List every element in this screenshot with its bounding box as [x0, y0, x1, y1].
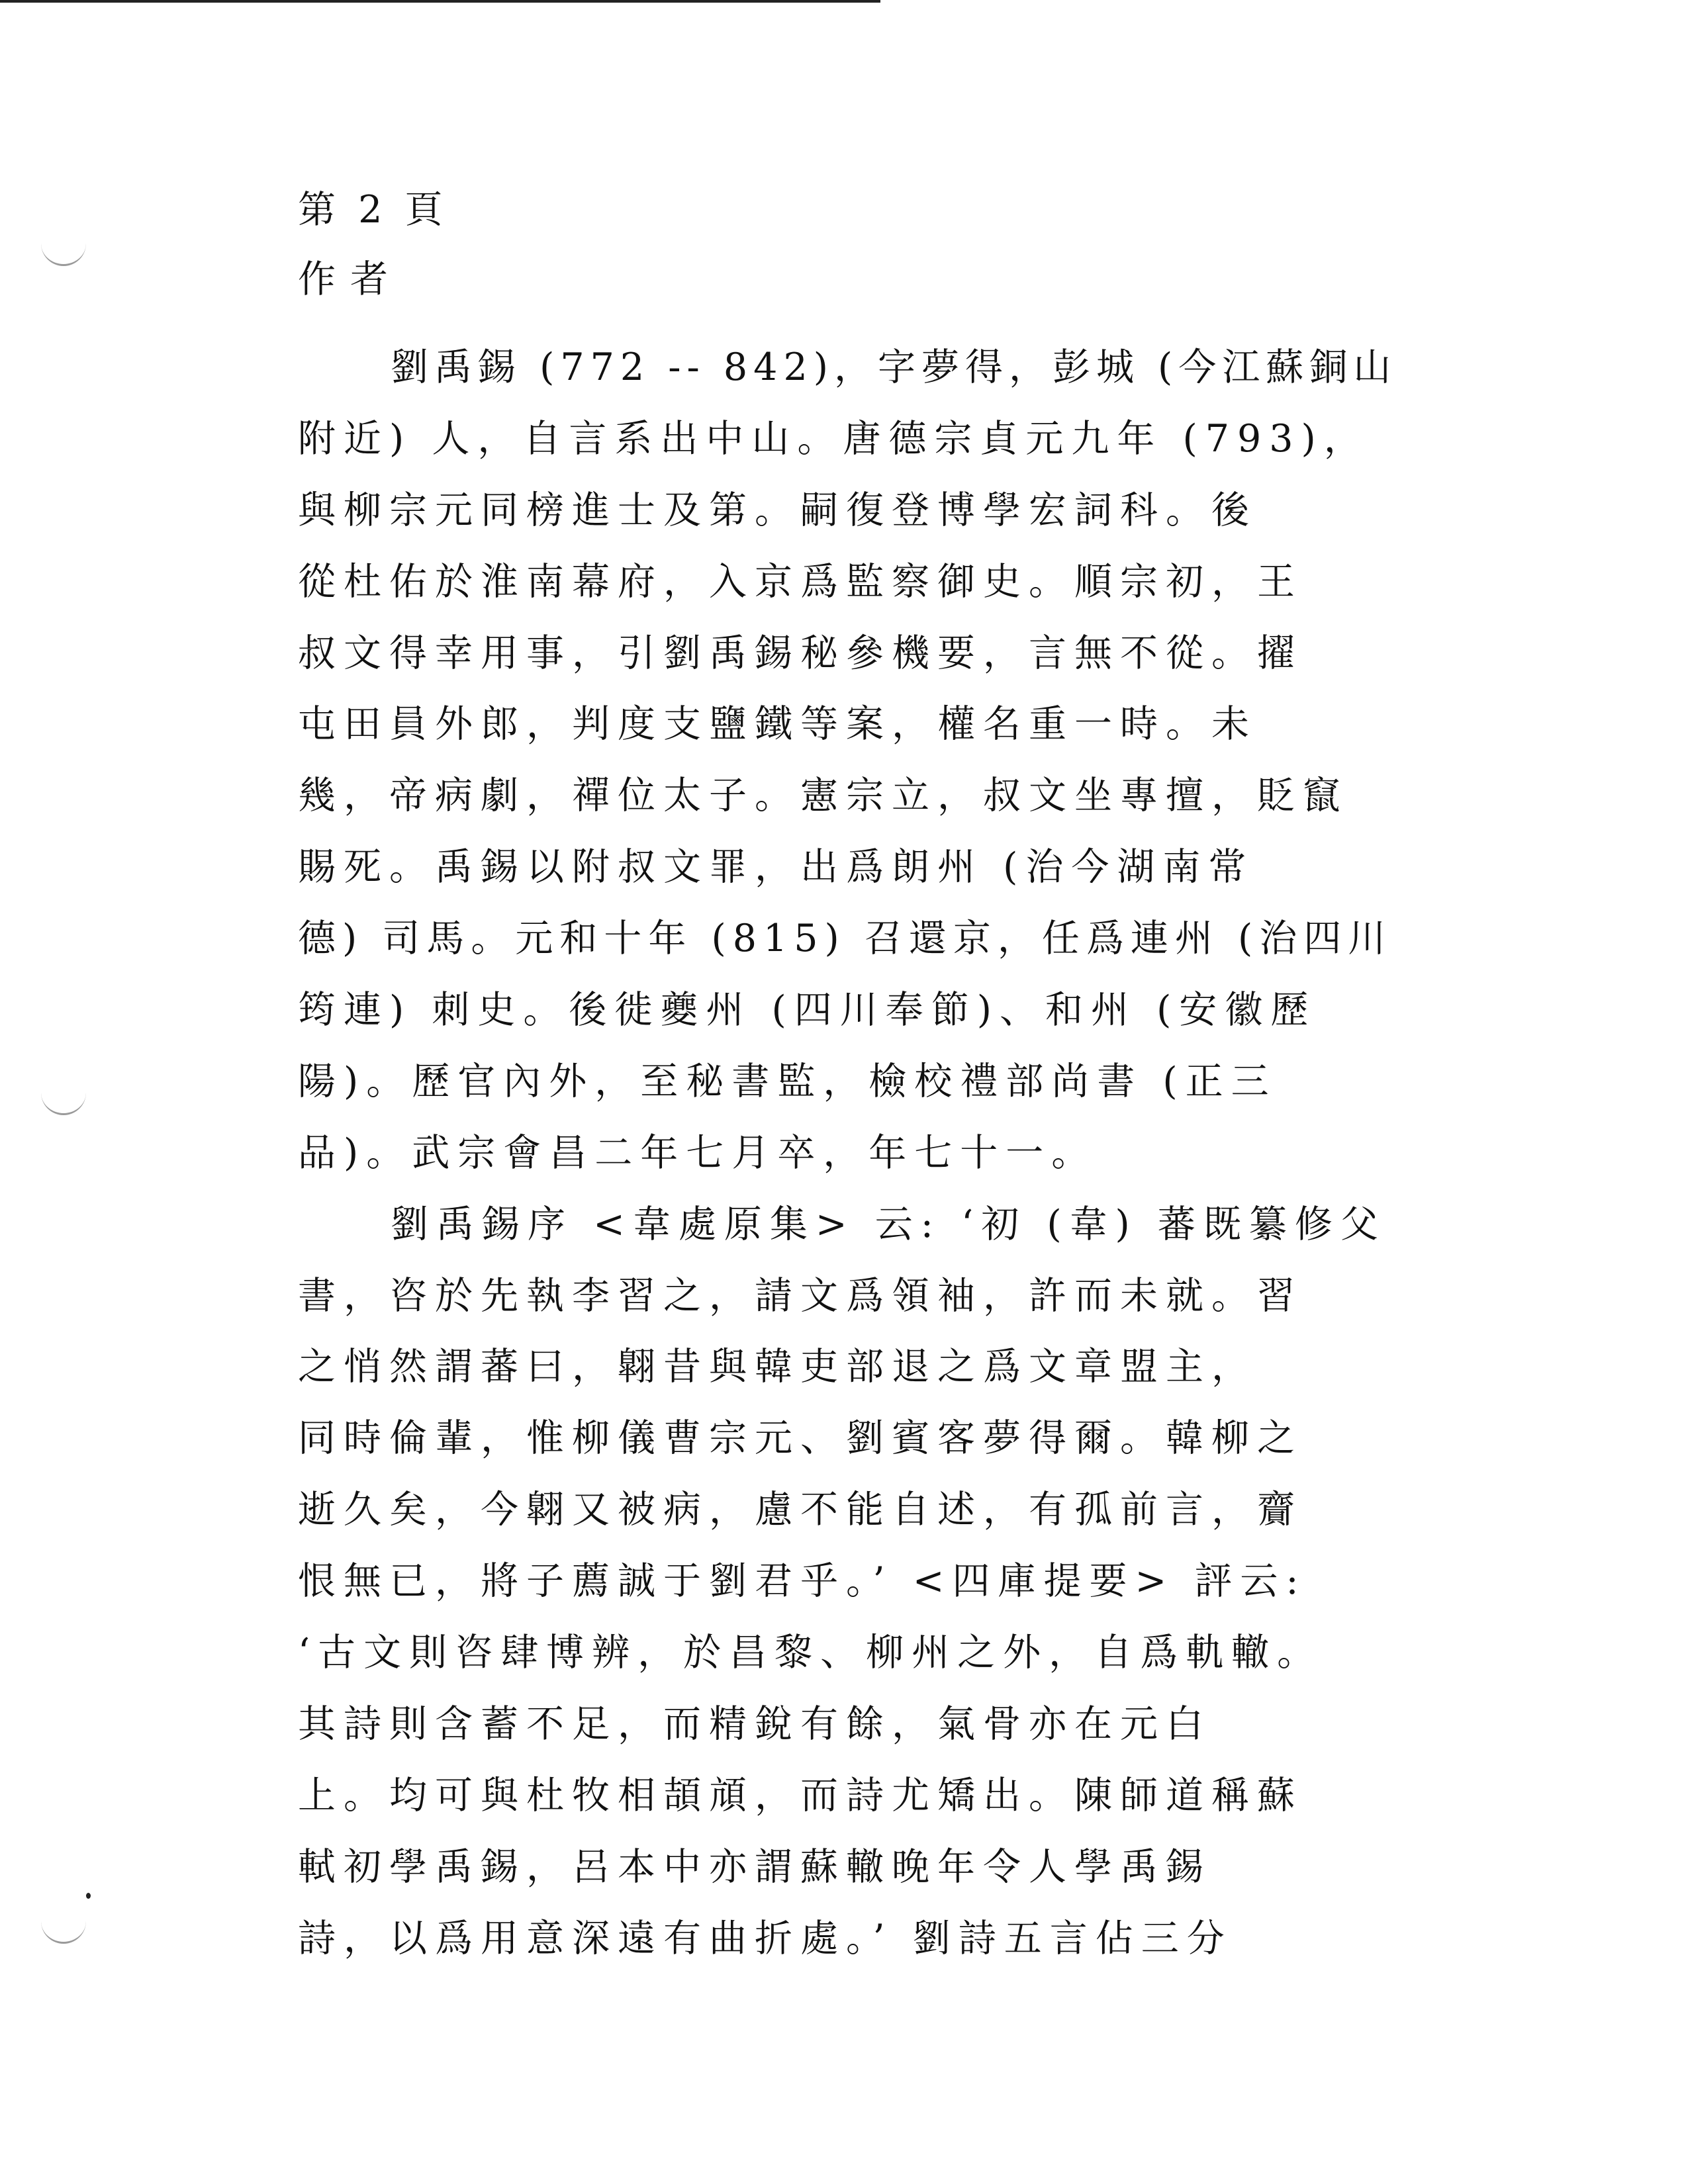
- binder-hole-mark: [41, 1091, 86, 1115]
- text-line: 劉禹錫序 <韋處原集> 云: ‘初 (韋) 蕃既纂修父: [391, 1202, 1386, 1246]
- text-line: 品)。武宗會昌二年七月卒，年七十一。: [298, 1130, 1098, 1175]
- text-line: ‘古文則咨肆博辨，於昌黎、柳州之外，自爲軌轍。: [298, 1631, 1323, 1675]
- text-line: 從杜佑於淮南幕府，入京爲監察御史。順宗初，王: [298, 559, 1303, 604]
- text-line: 與柳宗元同榜進士及第。嗣復登博學宏詞科。後: [298, 488, 1257, 532]
- text-line: 陽)。歷官內外，至秘書監，檢校禮部尚書 (正三: [298, 1059, 1277, 1103]
- text-line: 屯田員外郎，判度支鹽鐵等案，權名重一時。未: [298, 702, 1257, 747]
- scan-speck: [86, 1893, 91, 1899]
- text-line: 之悄然謂蕃曰，翺昔與韓吏部退之爲文章盟主，: [298, 1345, 1257, 1389]
- text-line: 筠連) 刺史。後徙夔州 (四川奉節)、和州 (安徽歷: [298, 988, 1317, 1032]
- text-line: 幾，帝病劇，禪位太子。憲宗立，叔文坐專擅，貶竄: [298, 774, 1348, 818]
- text-line: 賜死。禹錫以附叔文罪，出爲朗州 (治今湖南常: [298, 845, 1254, 889]
- text-line: 詩，以爲用意深遠有曲折處。’ 劉詩五言佔三分: [298, 1916, 1233, 1960]
- text-line: 軾初學禹錫，呂本中亦謂蘇轍晚年令人學禹錫: [298, 1844, 1211, 1889]
- text-line: 逝久矣，今翺又被病，慮不能自述，有孤前言，齎: [298, 1488, 1303, 1532]
- text-line: 附近) 人，自言系出中山。唐德宗貞元九年 (793)，: [298, 416, 1370, 461]
- page-number: 第 2 頁: [298, 188, 448, 232]
- scan-top-edge: [0, 0, 880, 3]
- text-line: 其詩則含蓄不足，而精銳有餘，氣骨亦在元白: [298, 1702, 1211, 1746]
- section-heading: 作者: [298, 257, 402, 301]
- text-line: 叔文得幸用事，引劉禹錫秘參機要，言無不從。擢: [298, 631, 1303, 675]
- text-line: 同時倫輩，惟柳儀曹宗元、劉賓客夢得爾。韓柳之: [298, 1416, 1303, 1461]
- binder-hole-mark: [41, 1919, 86, 1944]
- text-line: 書，咨於先執李習之，請文爲領袖，許而未就。習: [298, 1273, 1303, 1318]
- text-line: 劉禹錫 (772 -- 842)，字夢得，彭城 (今江蘇銅山: [391, 345, 1397, 389]
- body-text: [298, 344, 1410, 1986]
- text-line: 恨無已，將子薦誠于劉君乎。’ <四庫提要> 評云:: [298, 1559, 1307, 1604]
- binder-hole-mark: [41, 242, 86, 266]
- text-line: 德) 司馬。元和十年 (815) 召還京，任爲連州 (治四川: [298, 917, 1393, 961]
- text-line: 上。均可與杜牧相頡頏，而詩尤矯出。陳師道稱蘇: [298, 1773, 1303, 1817]
